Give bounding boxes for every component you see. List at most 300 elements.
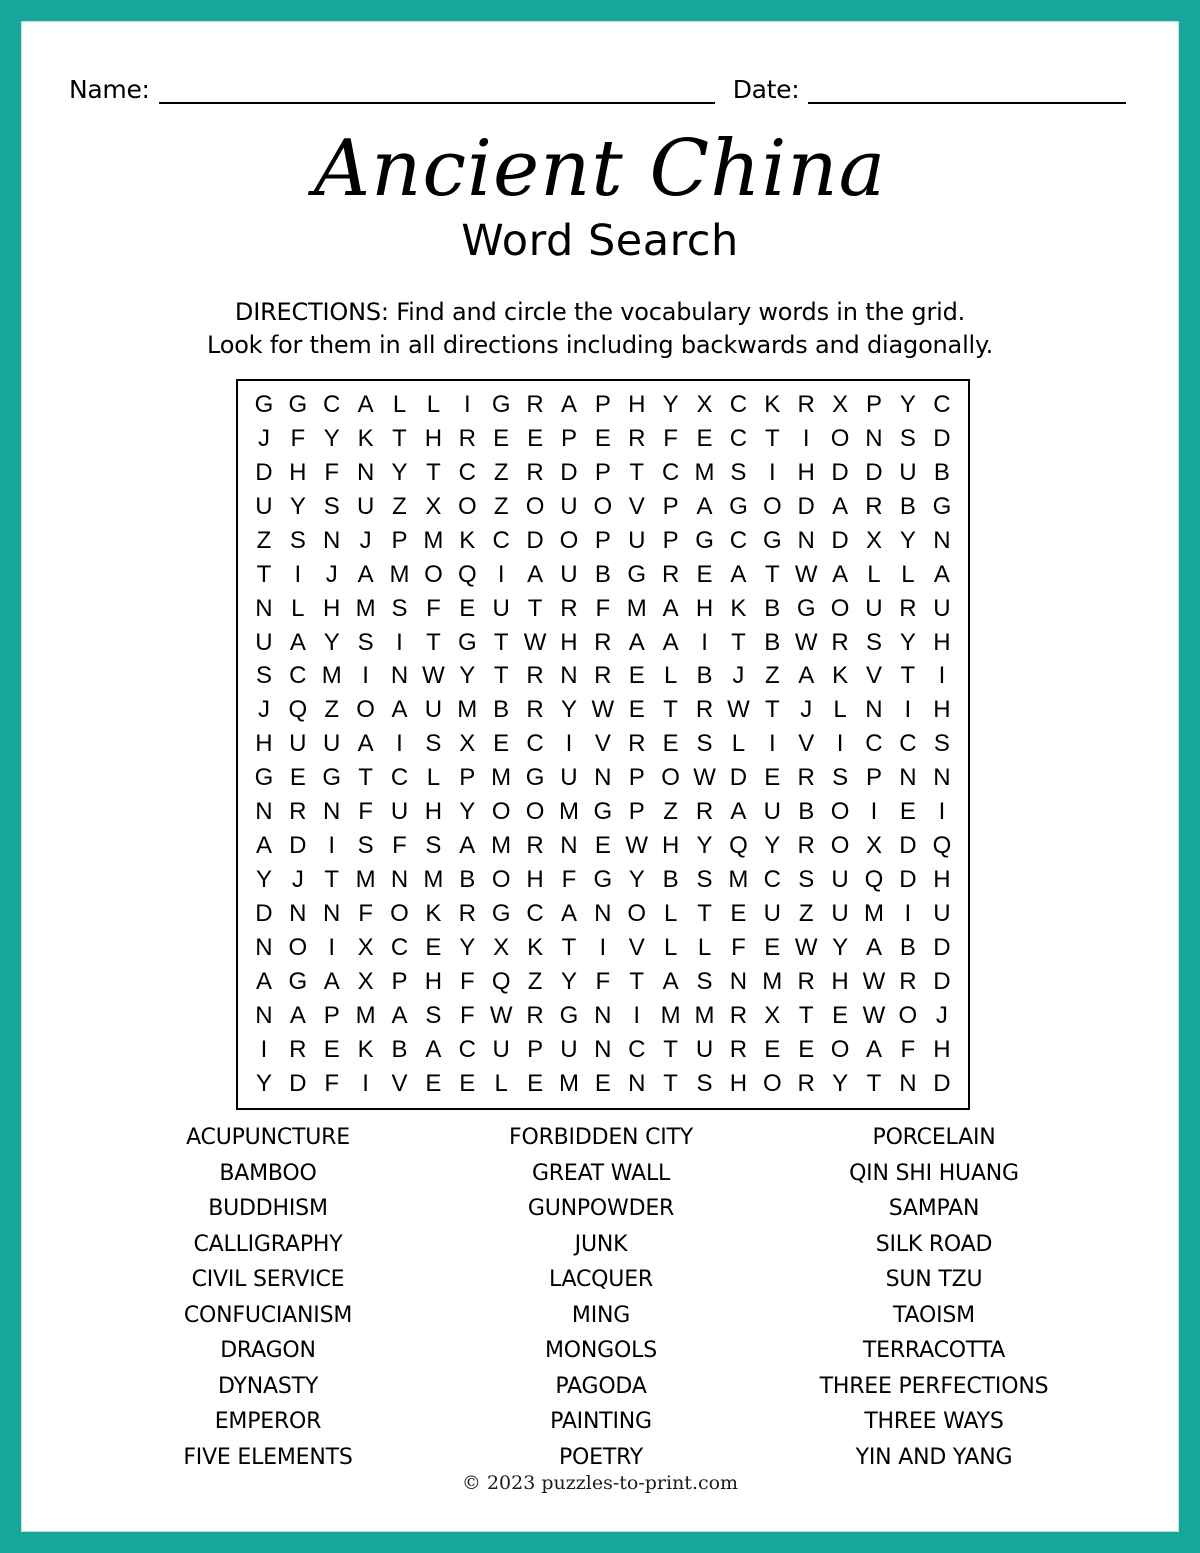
grid-cell[interactable]: C: [323, 390, 341, 418]
grid-cell[interactable]: N: [323, 798, 341, 826]
grid-cell[interactable]: N: [390, 866, 409, 894]
grid-cell[interactable]: Z: [527, 967, 543, 995]
grid-cell[interactable]: E: [798, 1035, 815, 1063]
grid-cell[interactable]: W: [862, 967, 886, 995]
grid-cell[interactable]: O: [627, 900, 647, 928]
grid-cell[interactable]: M: [491, 764, 512, 792]
grid-cell[interactable]: N: [729, 967, 748, 995]
grid-cell[interactable]: M: [491, 832, 512, 860]
word-list-item[interactable]: PORCELAIN: [872, 1125, 996, 1150]
grid-cell[interactable]: N: [323, 900, 341, 928]
grid-cell[interactable]: J: [257, 696, 270, 724]
grid-cell[interactable]: X: [493, 933, 510, 961]
grid-cell[interactable]: Q: [288, 696, 308, 724]
grid-cell[interactable]: Z: [663, 798, 678, 826]
grid-cell[interactable]: R: [526, 696, 544, 724]
grid-cell[interactable]: C: [729, 424, 748, 452]
grid-cell[interactable]: U: [560, 560, 578, 588]
grid-cell[interactable]: H: [628, 390, 646, 418]
grid-cell[interactable]: L: [663, 900, 678, 928]
grid-cell[interactable]: H: [424, 798, 443, 826]
grid-cell[interactable]: Y: [899, 390, 916, 418]
word-list-item[interactable]: POETRY: [558, 1444, 644, 1470]
grid-cell[interactable]: B: [899, 492, 916, 520]
grid-cell[interactable]: A: [289, 628, 306, 656]
grid-cell[interactable]: U: [492, 594, 510, 622]
grid-cell[interactable]: A: [391, 696, 408, 724]
grid-cell[interactable]: I: [802, 424, 810, 452]
grid-cell[interactable]: B: [493, 696, 510, 724]
grid-cell[interactable]: O: [525, 798, 545, 826]
grid-cell[interactable]: S: [696, 967, 713, 995]
grid-cell[interactable]: P: [391, 526, 408, 554]
grid-cell[interactable]: F: [900, 1035, 916, 1063]
grid-cell[interactable]: N: [594, 900, 612, 928]
grid-cell[interactable]: X: [696, 390, 713, 418]
grid-cell[interactable]: U: [831, 900, 849, 928]
grid-cell[interactable]: J: [325, 560, 338, 588]
grid-cell[interactable]: C: [899, 730, 917, 758]
grid-cell[interactable]: H: [289, 458, 307, 486]
grid-cell[interactable]: D: [933, 933, 951, 961]
grid-cell[interactable]: B: [899, 933, 916, 961]
grid-cell[interactable]: C: [526, 730, 544, 758]
grid-cell[interactable]: G: [288, 967, 308, 995]
grid-cell[interactable]: K: [357, 424, 374, 452]
grid-cell[interactable]: P: [662, 492, 679, 520]
grid-cell[interactable]: P: [628, 798, 645, 826]
grid-cell[interactable]: S: [696, 866, 713, 894]
grid-cell[interactable]: X: [764, 1001, 781, 1029]
grid-cell[interactable]: N: [865, 424, 883, 452]
grid-cell[interactable]: C: [628, 1035, 646, 1063]
grid-cell[interactable]: X: [357, 967, 374, 995]
grid-cell[interactable]: H: [695, 594, 714, 622]
grid-cell[interactable]: G: [695, 526, 714, 554]
grid-cell[interactable]: N: [323, 526, 341, 554]
grid-cell[interactable]: R: [899, 594, 917, 622]
grid-cell[interactable]: N: [560, 662, 578, 690]
grid-cell[interactable]: V: [628, 933, 645, 961]
grid-cell[interactable]: R: [695, 696, 714, 724]
grid-cell[interactable]: I: [938, 798, 946, 826]
grid-cell[interactable]: R: [661, 560, 680, 588]
grid-cell[interactable]: H: [424, 967, 443, 995]
grid-cell[interactable]: L: [663, 933, 678, 961]
grid-cell[interactable]: R: [560, 594, 578, 622]
grid-cell[interactable]: P: [865, 764, 882, 792]
grid-cell[interactable]: J: [800, 696, 813, 724]
grid-cell[interactable]: U: [255, 492, 273, 520]
word-list-item[interactable]: SILK ROAD: [875, 1231, 993, 1257]
grid-cell[interactable]: R: [729, 1035, 748, 1063]
grid-cell[interactable]: X: [865, 832, 882, 860]
grid-cell[interactable]: R: [289, 1035, 307, 1063]
grid-cell[interactable]: M: [355, 594, 376, 622]
grid-cell[interactable]: P: [527, 1035, 544, 1063]
grid-cell[interactable]: I: [294, 560, 302, 588]
grid-cell[interactable]: D: [865, 458, 883, 486]
grid-cell[interactable]: M: [728, 866, 749, 894]
grid-cell[interactable]: Q: [729, 832, 748, 860]
grid-cell[interactable]: H: [729, 1069, 748, 1097]
grid-cell[interactable]: I: [396, 730, 403, 758]
grid-cell[interactable]: E: [628, 662, 645, 690]
grid-cell[interactable]: R: [865, 492, 883, 520]
grid-cell[interactable]: N: [356, 458, 375, 486]
grid-cell[interactable]: N: [255, 594, 273, 622]
grid-cell[interactable]: E: [662, 730, 679, 758]
grid-cell[interactable]: U: [933, 594, 951, 622]
grid-cell[interactable]: W: [523, 628, 547, 656]
grid-cell[interactable]: R: [526, 832, 544, 860]
grid-cell[interactable]: Z: [493, 458, 509, 486]
grid-cell[interactable]: R: [289, 798, 307, 826]
grid-cell[interactable]: F: [392, 832, 407, 860]
grid-cell[interactable]: W: [422, 662, 445, 690]
word-list-item[interactable]: GUNPOWDER: [527, 1196, 675, 1221]
grid-cell[interactable]: S: [425, 730, 442, 758]
word-list-item[interactable]: YIN AND YANG: [855, 1444, 1013, 1470]
word-list-item[interactable]: TAOISM: [893, 1302, 975, 1328]
grid-cell[interactable]: X: [357, 933, 374, 961]
grid-cell[interactable]: A: [798, 662, 815, 690]
grid-cell[interactable]: Y: [628, 866, 645, 894]
grid-cell[interactable]: A: [662, 594, 679, 622]
grid-cell[interactable]: N: [390, 662, 409, 690]
grid-cell[interactable]: O: [762, 1069, 782, 1097]
grid-cell[interactable]: I: [565, 730, 573, 758]
name-write-in-line[interactable]: [159, 78, 715, 104]
date-write-in-line[interactable]: [808, 78, 1126, 104]
grid-cell[interactable]: Y: [255, 1069, 272, 1097]
grid-cell[interactable]: J: [732, 662, 745, 690]
grid-cell[interactable]: E: [425, 1069, 442, 1097]
grid-cell[interactable]: E: [594, 1069, 611, 1097]
grid-cell[interactable]: O: [491, 798, 511, 826]
grid-cell[interactable]: R: [899, 967, 917, 995]
grid-cell[interactable]: C: [289, 662, 307, 690]
grid-cell[interactable]: P: [662, 526, 679, 554]
grid-cell[interactable]: O: [288, 933, 308, 961]
grid-cell[interactable]: T: [493, 662, 509, 690]
grid-cell[interactable]: V: [865, 662, 882, 690]
grid-cell[interactable]: Q: [864, 866, 884, 894]
grid-cell[interactable]: P: [594, 390, 611, 418]
grid-cell[interactable]: R: [831, 628, 849, 656]
grid-cell[interactable]: Y: [459, 933, 476, 961]
grid-cell[interactable]: G: [491, 390, 511, 418]
grid-cell[interactable]: M: [694, 1001, 715, 1029]
grid-cell[interactable]: A: [832, 560, 849, 588]
grid-cell[interactable]: T: [764, 424, 780, 452]
word-list-item[interactable]: SUN TZU: [885, 1267, 983, 1292]
grid-cell[interactable]: F: [595, 967, 611, 995]
grid-cell[interactable]: E: [493, 730, 510, 758]
grid-cell[interactable]: R: [458, 424, 476, 452]
grid-cell[interactable]: A: [730, 560, 747, 588]
grid-cell[interactable]: I: [870, 798, 878, 826]
grid-cell[interactable]: S: [391, 594, 408, 622]
grid-cell[interactable]: Q: [457, 560, 477, 588]
grid-cell[interactable]: L: [392, 390, 407, 418]
grid-cell[interactable]: S: [425, 1001, 442, 1029]
grid-cell[interactable]: G: [457, 628, 477, 656]
grid-cell[interactable]: A: [933, 560, 950, 588]
grid-cell[interactable]: D: [526, 526, 544, 554]
grid-cell[interactable]: C: [492, 526, 510, 554]
grid-cell[interactable]: E: [493, 424, 510, 452]
grid-cell[interactable]: R: [695, 798, 714, 826]
word-list-item[interactable]: FORBIDDEN CITY: [509, 1125, 693, 1150]
grid-cell[interactable]: I: [497, 560, 505, 588]
grid-cell[interactable]: Y: [764, 832, 781, 860]
grid-cell[interactable]: F: [663, 424, 678, 452]
grid-cell[interactable]: O: [830, 594, 850, 622]
grid-cell[interactable]: O: [830, 798, 850, 826]
grid-cell[interactable]: C: [390, 933, 409, 961]
grid-cell[interactable]: F: [459, 967, 475, 995]
grid-cell[interactable]: A: [560, 900, 577, 928]
grid-cell[interactable]: T: [663, 1069, 678, 1097]
grid-cell[interactable]: D: [560, 458, 578, 486]
grid-cell[interactable]: R: [526, 390, 544, 418]
grid-cell[interactable]: L: [867, 560, 881, 588]
grid-cell[interactable]: F: [324, 458, 340, 486]
grid-cell[interactable]: Y: [696, 832, 713, 860]
grid-cell[interactable]: A: [459, 832, 476, 860]
grid-cell[interactable]: X: [425, 492, 442, 520]
grid-cell[interactable]: F: [595, 594, 611, 622]
grid-cell[interactable]: U: [356, 492, 375, 520]
grid-cell[interactable]: J: [291, 866, 304, 894]
grid-cell[interactable]: L: [697, 933, 712, 961]
grid-cell[interactable]: R: [628, 424, 646, 452]
grid-cell[interactable]: H: [424, 424, 443, 452]
grid-cell[interactable]: C: [661, 458, 680, 486]
word-search-grid[interactable]: [236, 379, 970, 1110]
grid-cell[interactable]: H: [661, 832, 680, 860]
grid-cell[interactable]: D: [289, 1069, 307, 1097]
grid-cell[interactable]: Y: [662, 390, 679, 418]
grid-cell[interactable]: G: [762, 526, 782, 554]
grid-cell[interactable]: Y: [323, 628, 340, 656]
grid-cell[interactable]: K: [357, 1035, 374, 1063]
grid-cell[interactable]: H: [831, 967, 849, 995]
grid-cell[interactable]: E: [832, 1001, 849, 1029]
grid-cell[interactable]: A: [865, 933, 882, 961]
grid-cell[interactable]: A: [662, 628, 679, 656]
grid-cell[interactable]: N: [865, 696, 883, 724]
grid-cell[interactable]: C: [458, 1035, 476, 1063]
grid-cell[interactable]: O: [898, 1001, 918, 1029]
grid-cell[interactable]: N: [255, 933, 273, 961]
grid-cell[interactable]: G: [593, 798, 613, 826]
grid-cell[interactable]: Z: [324, 696, 340, 724]
grid-cell[interactable]: V: [798, 730, 815, 758]
word-list-item[interactable]: DYNASTY: [217, 1373, 319, 1399]
grid-cell[interactable]: E: [899, 798, 916, 826]
grid-cell[interactable]: K: [459, 526, 476, 554]
grid-cell[interactable]: L: [833, 696, 847, 724]
grid-cell[interactable]: E: [628, 696, 645, 724]
grid-cell[interactable]: M: [423, 866, 444, 894]
word-list-item[interactable]: THREE PERFECTIONS: [819, 1373, 1049, 1399]
grid-cell[interactable]: A: [662, 967, 679, 995]
grid-cell[interactable]: E: [594, 832, 611, 860]
grid-cell[interactable]: F: [731, 933, 746, 961]
word-list-item[interactable]: MONGOLS: [545, 1338, 657, 1363]
grid-cell[interactable]: W: [862, 1001, 886, 1029]
grid-cell[interactable]: T: [324, 866, 340, 894]
grid-cell[interactable]: K: [730, 594, 747, 622]
grid-cell[interactable]: Y: [899, 526, 916, 554]
grid-cell[interactable]: U: [763, 900, 781, 928]
grid-cell[interactable]: M: [558, 1069, 579, 1097]
grid-cell[interactable]: N: [899, 1069, 917, 1097]
grid-cell[interactable]: D: [831, 458, 849, 486]
grid-cell[interactable]: T: [358, 764, 373, 792]
grid-cell[interactable]: B: [798, 798, 815, 826]
grid-cell[interactable]: D: [797, 492, 815, 520]
grid-cell[interactable]: F: [358, 798, 373, 826]
grid-cell[interactable]: B: [764, 628, 781, 656]
grid-cell[interactable]: N: [594, 1035, 612, 1063]
word-list-item[interactable]: LACQUER: [549, 1267, 653, 1292]
word-list-item[interactable]: CIVIL SERVICE: [191, 1267, 345, 1292]
grid-cell[interactable]: G: [254, 390, 274, 418]
grid-cell[interactable]: N: [255, 1001, 273, 1029]
grid-cell[interactable]: I: [938, 662, 946, 690]
grid-cell[interactable]: E: [730, 900, 747, 928]
grid-cell[interactable]: P: [323, 1001, 340, 1029]
grid-cell[interactable]: S: [696, 730, 713, 758]
grid-cell[interactable]: O: [491, 866, 511, 894]
grid-cell[interactable]: A: [832, 492, 849, 520]
word-list-item[interactable]: GREAT WALL: [531, 1160, 671, 1186]
grid-cell[interactable]: P: [628, 764, 645, 792]
word-list-item[interactable]: BUDDHISM: [208, 1196, 328, 1221]
grid-cell[interactable]: A: [255, 832, 272, 860]
grid-cell[interactable]: U: [560, 1035, 578, 1063]
grid-cell[interactable]: Z: [764, 662, 780, 690]
grid-cell[interactable]: G: [559, 1001, 579, 1029]
grid-cell[interactable]: U: [831, 866, 849, 894]
grid-cell[interactable]: U: [560, 764, 578, 792]
grid-cell[interactable]: F: [358, 900, 373, 928]
grid-cell[interactable]: V: [628, 492, 645, 520]
grid-cell[interactable]: T: [798, 1001, 814, 1029]
grid-cell[interactable]: I: [362, 1069, 369, 1097]
grid-cell[interactable]: S: [730, 458, 747, 486]
grid-cell[interactable]: Q: [491, 967, 511, 995]
grid-cell[interactable]: I: [768, 458, 776, 486]
grid-cell[interactable]: E: [594, 424, 611, 452]
grid-cell[interactable]: I: [463, 390, 471, 418]
grid-cell[interactable]: U: [695, 1035, 714, 1063]
grid-cell[interactable]: T: [764, 696, 780, 724]
grid-cell[interactable]: I: [328, 933, 336, 961]
grid-cell[interactable]: T: [629, 458, 645, 486]
grid-cell[interactable]: N: [628, 1069, 646, 1097]
grid-cell[interactable]: G: [729, 492, 748, 520]
grid-cell[interactable]: D: [831, 526, 849, 554]
grid-cell[interactable]: M: [694, 458, 715, 486]
grid-cell[interactable]: U: [390, 798, 409, 826]
word-list-item[interactable]: JUNK: [574, 1231, 628, 1257]
grid-cell[interactable]: O: [830, 424, 850, 452]
grid-cell[interactable]: T: [663, 696, 678, 724]
grid-cell[interactable]: A: [865, 1035, 882, 1063]
grid-cell[interactable]: S: [696, 1069, 713, 1097]
grid-cell[interactable]: A: [391, 1001, 408, 1029]
grid-cell[interactable]: R: [594, 662, 612, 690]
grid-cell[interactable]: J: [359, 526, 372, 554]
grid-cell[interactable]: M: [321, 662, 342, 690]
grid-cell[interactable]: M: [626, 594, 647, 622]
grid-cell[interactable]: W: [693, 764, 716, 792]
grid-cell[interactable]: U: [865, 594, 883, 622]
grid-cell[interactable]: N: [594, 1001, 612, 1029]
grid-cell[interactable]: Y: [255, 866, 272, 894]
grid-cell[interactable]: A: [730, 798, 747, 826]
grid-cell[interactable]: B: [662, 866, 679, 894]
grid-cell[interactable]: F: [459, 1001, 475, 1029]
grid-cell[interactable]: U: [323, 730, 341, 758]
grid-cell[interactable]: S: [425, 832, 442, 860]
grid-cell[interactable]: M: [457, 696, 478, 724]
grid-cell[interactable]: Y: [391, 458, 408, 486]
grid-cell[interactable]: W: [794, 933, 818, 961]
grid-cell[interactable]: J: [935, 1001, 948, 1029]
word-list-item[interactable]: FIVE ELEMENTS: [183, 1444, 353, 1470]
grid-cell[interactable]: T: [629, 967, 645, 995]
grid-cell[interactable]: U: [899, 458, 917, 486]
grid-cell[interactable]: T: [561, 933, 577, 961]
grid-cell[interactable]: T: [527, 594, 543, 622]
grid-cell[interactable]: R: [458, 900, 476, 928]
grid-cell[interactable]: U: [933, 900, 951, 928]
grid-cell[interactable]: I: [701, 628, 708, 656]
grid-cell[interactable]: L: [426, 390, 441, 418]
grid-cell[interactable]: W: [727, 696, 750, 724]
grid-cell[interactable]: D: [255, 458, 273, 486]
grid-cell[interactable]: E: [696, 424, 713, 452]
grid-cell[interactable]: Z: [256, 526, 272, 554]
grid-cell[interactable]: M: [355, 1001, 376, 1029]
grid-cell[interactable]: Y: [832, 933, 849, 961]
grid-cell[interactable]: K: [425, 900, 442, 928]
word-list-item[interactable]: QIN SHI HUANG: [849, 1160, 1019, 1186]
grid-cell[interactable]: F: [426, 594, 441, 622]
grid-cell[interactable]: W: [625, 832, 649, 860]
grid-cell[interactable]: B: [391, 1035, 408, 1063]
grid-cell[interactable]: P: [594, 526, 611, 554]
grid-cell[interactable]: G: [627, 560, 647, 588]
grid-cell[interactable]: Y: [323, 424, 340, 452]
grid-cell[interactable]: U: [289, 730, 307, 758]
grid-cell[interactable]: N: [797, 526, 815, 554]
grid-cell[interactable]: Z: [392, 492, 407, 520]
grid-cell[interactable]: Z: [493, 492, 509, 520]
grid-cell[interactable]: A: [560, 390, 577, 418]
grid-cell[interactable]: R: [526, 458, 544, 486]
grid-cell[interactable]: A: [357, 390, 374, 418]
grid-cell[interactable]: G: [796, 594, 816, 622]
word-list-item[interactable]: CONFUCIANISM: [183, 1302, 353, 1328]
grid-cell[interactable]: C: [458, 458, 476, 486]
grid-cell[interactable]: Q: [932, 832, 952, 860]
